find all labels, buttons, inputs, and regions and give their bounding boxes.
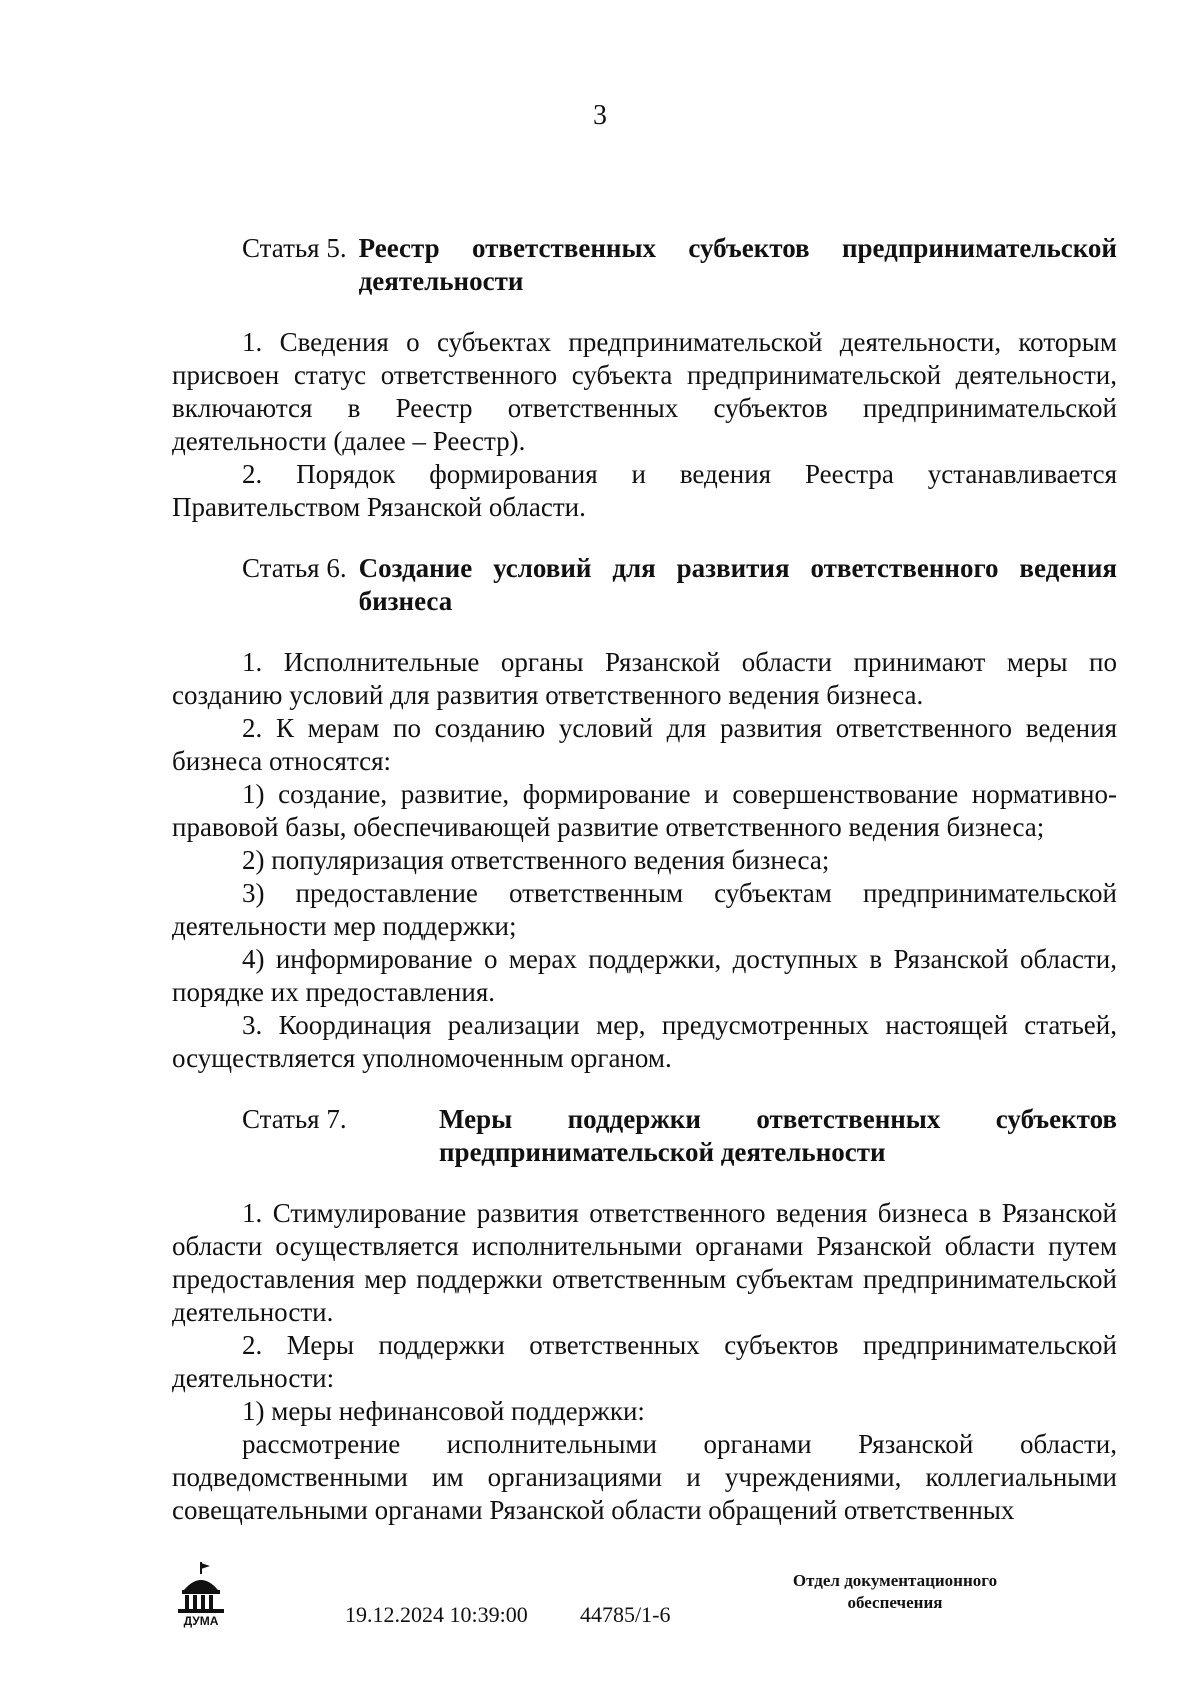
footer-department-line: Отдел документационного bbox=[792, 1571, 998, 1590]
page-number: 3 bbox=[593, 100, 607, 131]
article-5-heading bbox=[172, 232, 1117, 298]
paragraph: 1. Сведения о субъектах предпринимательской деятельности, которым присвоен статус ответственного субъекта предпринимательской деятельности, включаются в Реестр ответственных субъектов предпринимательской деятельности (далее – Реестр). bbox=[172, 327, 1117, 456]
article-title: Меры поддержки ответственных субъектов предпринимательской деятельности bbox=[439, 1104, 1117, 1167]
article-label: Статья 7. bbox=[242, 1104, 347, 1134]
list-item: 4) информирование о мерах поддержки, доступных в Рязанской области, порядке их предоставления. bbox=[172, 944, 1117, 1007]
article-label: Статья 5. bbox=[242, 233, 347, 263]
paragraph: 3. Координация реализации мер, предусмотренных настоящей статьей, осуществляется уполномоченным органом. bbox=[172, 1010, 1117, 1073]
footer-doc-number: 44785/1-6 bbox=[580, 1602, 671, 1627]
footer bbox=[0, 1560, 1200, 1660]
paragraph: 1. Стимулирование развития ответственного ведения бизнеса в Рязанской области осуществляется исполнительными органами Рязанской области путем предоставления мер поддержки ответственным субъектам предпринимательской деятельности. bbox=[172, 1198, 1117, 1327]
paragraph: рассмотрение исполнительными органами Рязанской области, подведомственными им организациями и учреждениями, коллегиальными совещательными органами Рязанской области обращений ответственных bbox=[172, 1429, 1117, 1525]
footer-department-line: обеспечения bbox=[847, 1593, 943, 1612]
article-6-heading bbox=[172, 552, 1117, 618]
paragraph: 1. Исполнительные органы Рязанской области принимают меры по созданию условий для развития ответственного ведения бизнеса. bbox=[172, 647, 1117, 710]
article-7-heading bbox=[172, 1103, 1117, 1169]
list-item: 2) популяризация ответственного ведения бизнеса; bbox=[242, 845, 830, 875]
article-title: Создание условий для развития ответственного ведения бизнеса bbox=[358, 553, 1117, 616]
document-body bbox=[172, 232, 1117, 1527]
paragraph: 2. Меры поддержки ответственных субъектов предпринимательской деятельности: bbox=[172, 1330, 1117, 1393]
footer-datetime: 19.12.2024 10:39:00 bbox=[345, 1602, 528, 1627]
list-item: 3) предоставление ответственным субъектам предпринимательской деятельности мер поддержки; bbox=[172, 878, 1117, 941]
duma-emblem-icon bbox=[172, 1560, 230, 1630]
article-label: Статья 6. bbox=[242, 553, 347, 583]
list-item: 1) меры нефинансовой поддержки: bbox=[242, 1396, 645, 1426]
paragraph: 2. К мерам по созданию условий для развития ответственного ведения бизнеса относятся: bbox=[172, 713, 1117, 776]
article-title: Реестр ответственных субъектов предпринимательской деятельности bbox=[358, 233, 1117, 296]
paragraph: 2. Порядок формирования и ведения Реестра устанавливается Правительством Рязанской области. bbox=[172, 459, 1117, 522]
emblem-text: ДУМА bbox=[183, 1614, 219, 1628]
list-item: 1) создание, развитие, формирование и совершенствование нормативно-правовой базы, обеспечивающей развитие ответственного ведения бизнеса; bbox=[172, 779, 1117, 842]
footer-department bbox=[745, 1570, 1045, 1614]
